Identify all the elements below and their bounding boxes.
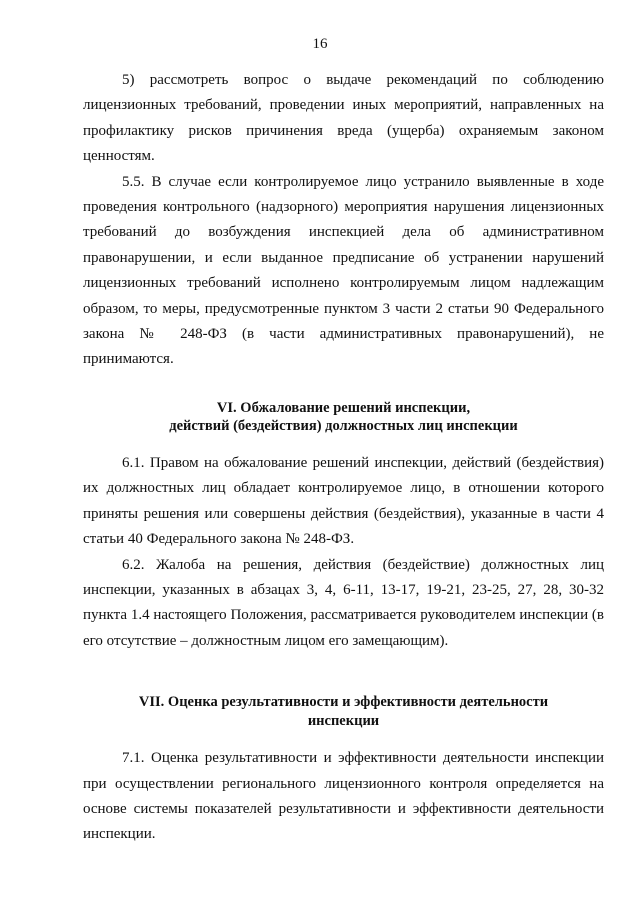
section-7-heading-line-1: VII. Оценка результативности и эффективности деятельности xyxy=(138,694,549,711)
section-6-heading xyxy=(83,399,604,436)
paragraph-5: 5) рассмотреть вопрос о выдаче рекомендаций по соблюдению лицензионных требований, проведении иных мероприятий, направленных на профилактику рисков причинения вреда (ущерба) охраняемым законом ценностям. xyxy=(83,72,604,165)
paragraph-6-2: 6.2. Жалоба на решения, действия (бездействие) должностных лиц инспекции, указанных в абзацах 3, 4, 6-11, 13-17, 19-21, 23-25, 27, 28, 30-32 пункта 1.4 настоящего Положения, рассматривается руководителем инспекции (в его отсутствие – должностным лицом его замещающим). xyxy=(83,556,604,649)
paragraph-7-1: 7.1. Оценка результативности и эффективности деятельности инспекции при осуществлении регионального лицензионного контроля определяется на основе системы показателей результативности и эффективности деятельности инспекции. xyxy=(83,750,604,843)
paragraph-5-5: 5.5. В случае если контролируемое лицо устранило выявленные в ходе проведения контрольного (надзорного) мероприятия нарушения лицензионных требований до возбуждения инспекцией дела об административном правонарушении, и если выданное предписание об устранении нарушений лицензионных требований исполнено контролируемым лицом надлежащим образом, то меры, предусмотренные пунктом 3 части 2 статьи 90 Федерального закона № 248-ФЗ (в части административных правонарушений), не принимаются. xyxy=(83,173,604,368)
section-6-heading-line-1: VI. Обжалование решений инспекции, xyxy=(216,399,471,416)
page-number: 16 xyxy=(312,36,328,52)
document-body xyxy=(83,68,604,848)
section-7-heading-line-2: инспекции xyxy=(307,712,380,729)
paragraph-6-1: 6.1. Правом на обжалование решений инспекции, действий (бездействия) их должностных лиц обладает контролируемое лицо, в отношении которого приняты решения или совершены действия (бездействия), указанные в части 4 статьи 40 Федерального закона № 248-ФЗ. xyxy=(83,454,604,548)
section-6-heading-line-2: действий (бездействия) должностных лиц инспекции xyxy=(169,418,518,435)
section-7-heading xyxy=(83,693,604,730)
